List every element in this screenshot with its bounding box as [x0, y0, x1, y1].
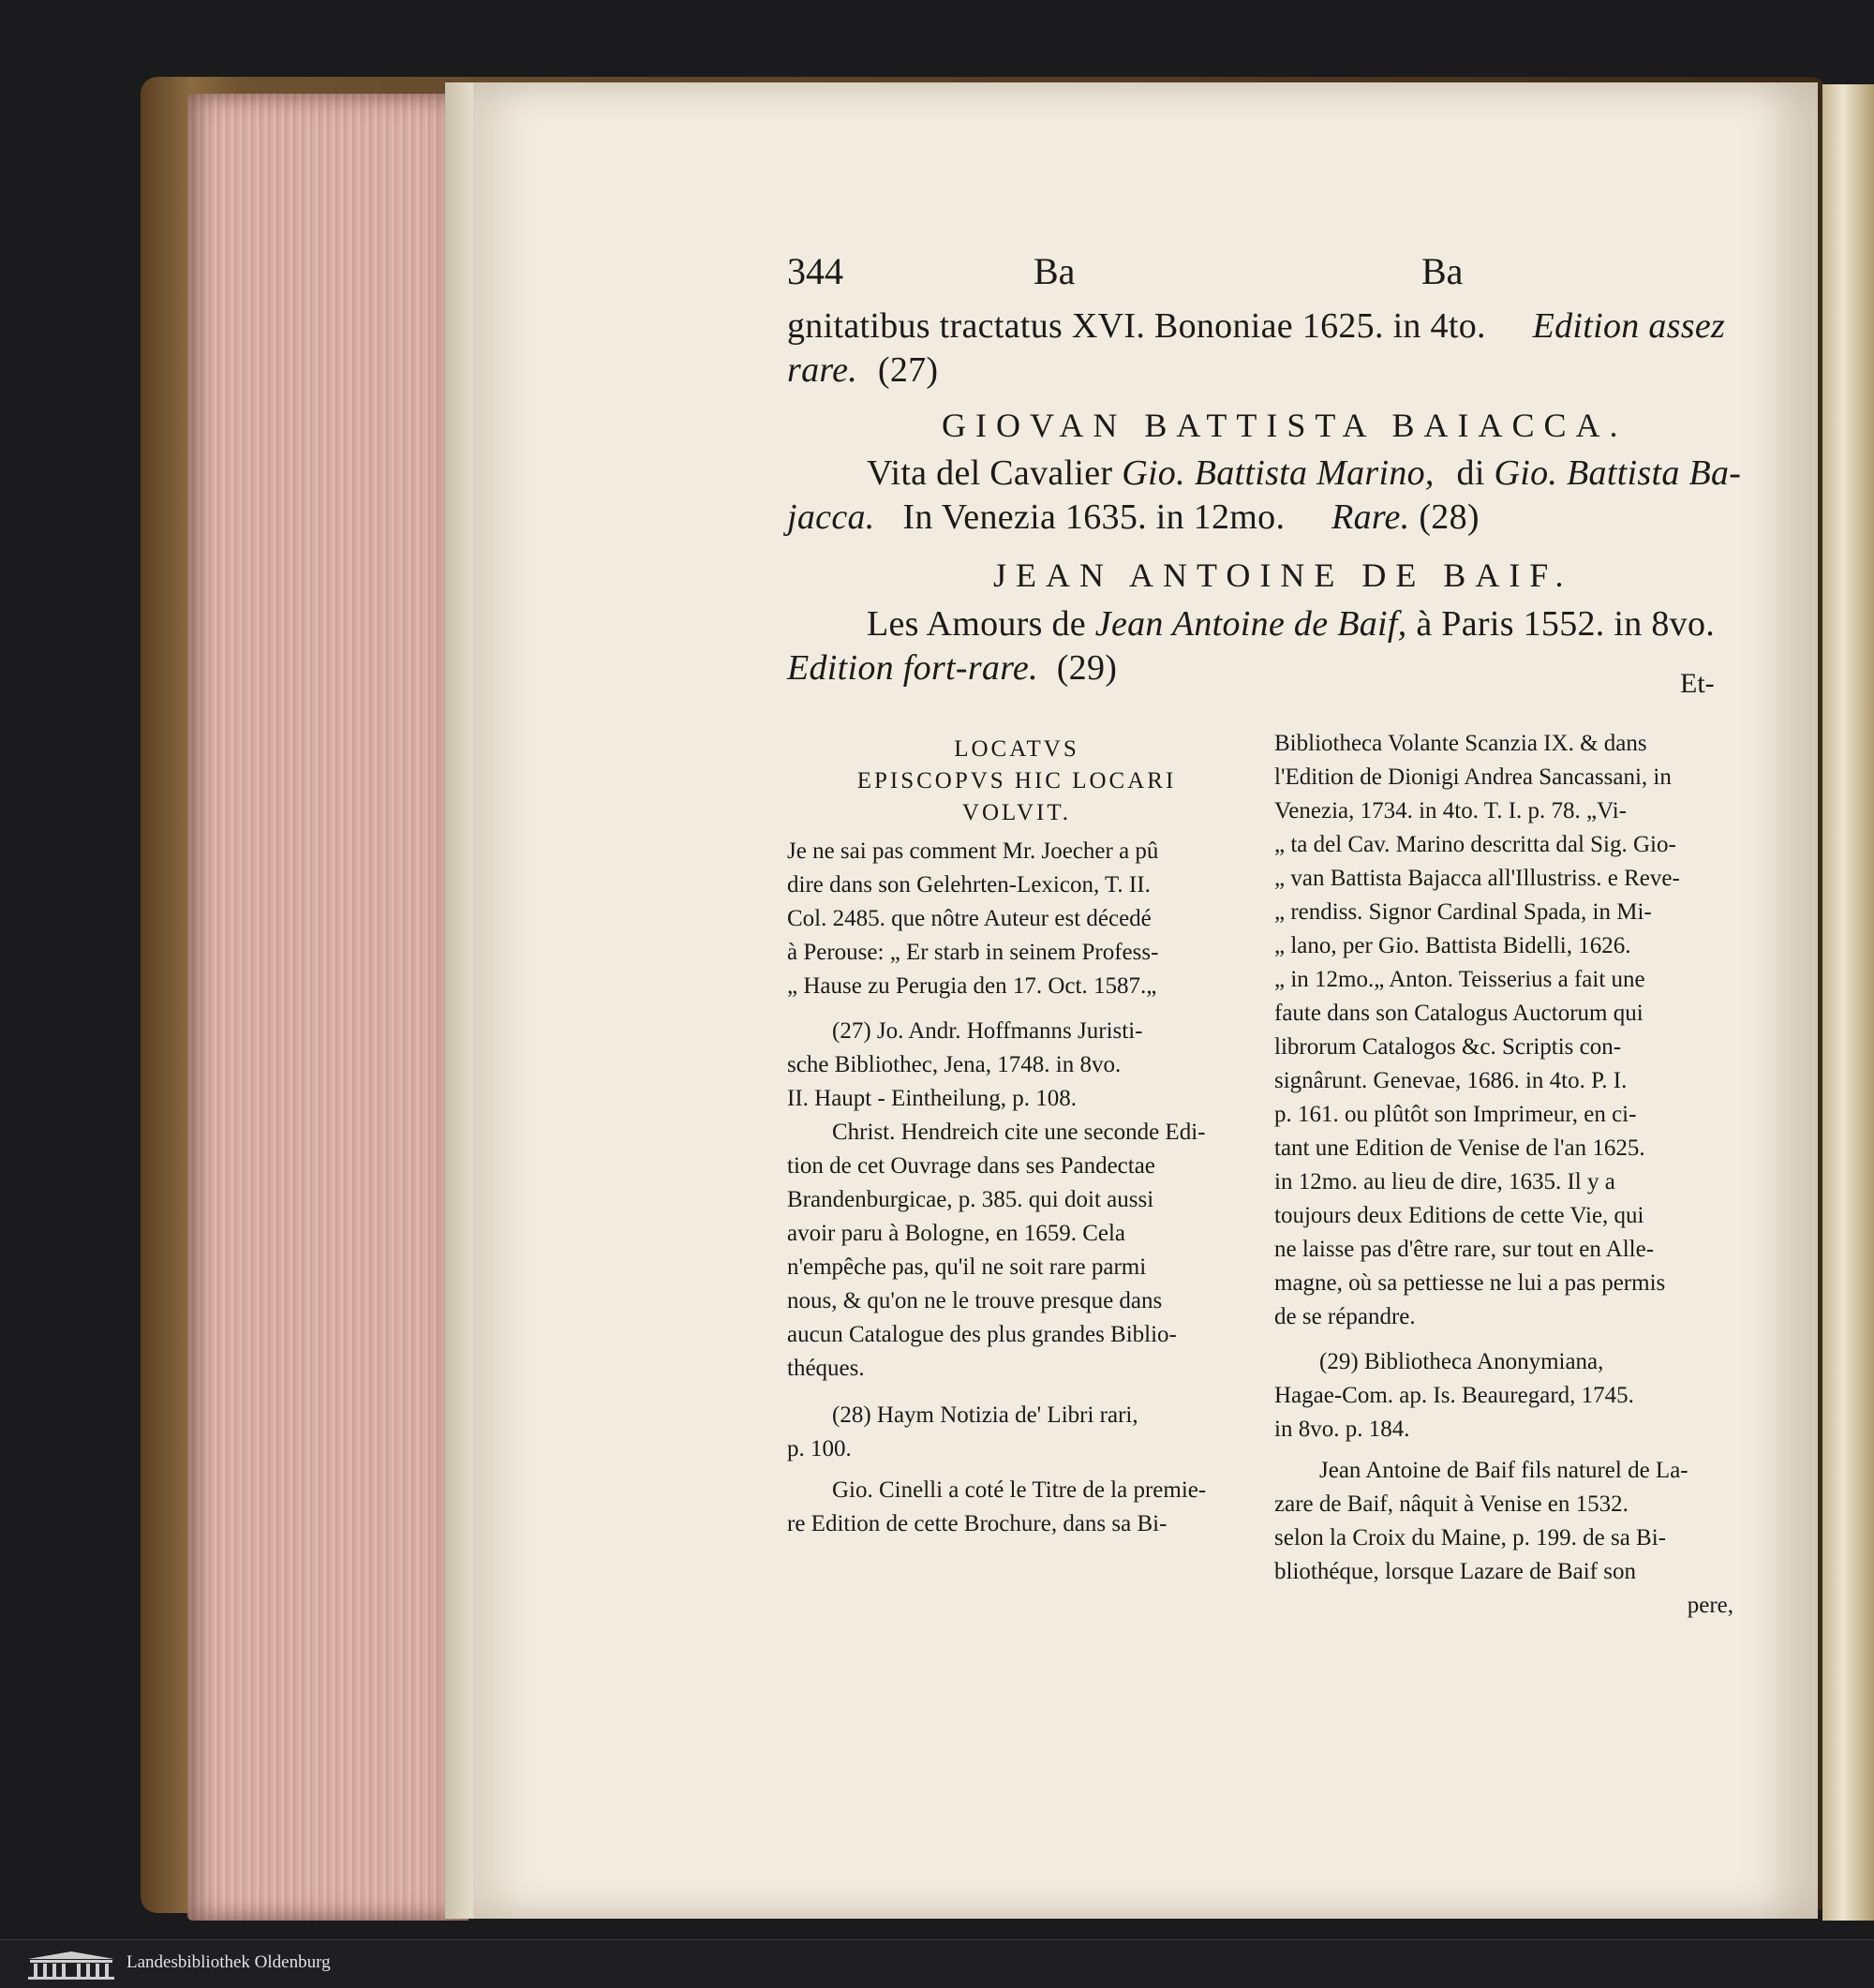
- main-line-1: gnitatibus tractatus XVI. Bononiae 1625. in 4to. Edition assez: [787, 306, 1726, 346]
- text-line: l'Edition de Dionigi Andrea Sancassani, in: [1274, 764, 1672, 790]
- library-building-icon: [28, 1951, 114, 1980]
- running-head-left: Ba: [1034, 250, 1076, 292]
- footnote-column-right: [1274, 727, 1733, 1623]
- text-line: Bibliotheca Volante Scanzia IX. & dans: [1274, 731, 1647, 756]
- footnote-29-line: Hagae-Com. ap. Is. Beauregard, 1745.: [1274, 1383, 1634, 1408]
- footnote-column-left: [787, 734, 1246, 1541]
- text-line: selon la Croix du Maine, p. 199. de sa Bi-: [1274, 1525, 1666, 1550]
- text-line: „ lano, per Gio. Battista Bidelli, 1626.: [1274, 933, 1631, 958]
- text-line: re Edition de cette Brochure, dans sa Bi-: [787, 1511, 1168, 1536]
- entry-baif-line-1: Les Amours de Jean Antoine de Baif, à Paris 1552. in 8vo.: [867, 604, 1716, 644]
- text-line: Venezia, 1734. in 4to. T. I. p. 78. „Vi-: [1274, 798, 1627, 823]
- text-line: de se répandre.: [1274, 1304, 1416, 1329]
- library-name[interactable]: Landesbibliothek Oldenburg: [126, 1952, 331, 1972]
- text-line: toujours deux Editions de cette Vie, qui: [1274, 1203, 1644, 1228]
- text-line: faute dans son Catalogus Auctorum qui: [1274, 1001, 1643, 1026]
- text-line: Gio. Cinelli a coté le Titre de la premie-: [832, 1477, 1207, 1503]
- catchword: Et-: [1680, 668, 1715, 699]
- entry-baif-line-2: Edition fort-rare. (29): [787, 648, 1118, 688]
- text-line: magne, où sa pettiesse ne lui a pas permis: [1274, 1270, 1666, 1296]
- text-line: tant une Edition de Venise de l'an 1625.: [1274, 1135, 1645, 1161]
- text-line: n'empêche pas, qu'il ne soit rare parmi: [787, 1254, 1147, 1280]
- page-block-edge: [187, 94, 468, 1921]
- text-line: Christ. Hendreich cite une seconde Edi-: [832, 1120, 1206, 1145]
- text-line: Col. 2485. que nôtre Auteur est décedé: [787, 906, 1152, 931]
- inscription-line: VOLVIT.: [961, 800, 1072, 825]
- text-line: zare de Baif, nâquit à Venise en 1532.: [1274, 1491, 1629, 1517]
- entry-baiacca-line-2: jacca. In Venezia 1635. in 12mo. Rare. (28): [787, 497, 1480, 537]
- text-line: ne laisse pas d'être rare, sur tout en Alle-: [1274, 1237, 1655, 1262]
- text-line: bliothéque, lorsque Lazare de Baif son: [1274, 1559, 1636, 1584]
- text-line: in 12mo. au lieu de dire, 1635. Il y a: [1274, 1169, 1615, 1194]
- text-line: dire dans son Gelehrten-Lexicon, T. II.: [787, 872, 1151, 898]
- footnote-29-line: (29) Bibliotheca Anonymiana,: [1319, 1349, 1604, 1374]
- text-line: „ rendiss. Signor Cardinal Spada, in Mi-: [1274, 899, 1652, 925]
- footnote-28-line: (28) Haym Notizia de' Libri rari,: [832, 1402, 1138, 1428]
- text-line: avoir paru à Bologne, en 1659. Cela: [787, 1221, 1126, 1246]
- text-line: p. 161. ou plûtôt son Imprimeur, en ci-: [1274, 1102, 1637, 1127]
- main-line-2: rare. (27): [787, 350, 939, 390]
- heading-baiacca: GIOVAN BATTISTA BAIACCA.: [942, 407, 1628, 444]
- text-line: „ in 12mo.„ Anton. Teisserius a fait une: [1274, 967, 1645, 992]
- text-line: nous, & qu'on ne le trouve presque dans: [787, 1288, 1163, 1313]
- book-page: [473, 82, 1818, 1919]
- text-line: Je ne sai pas comment Mr. Joecher a pû: [787, 838, 1159, 864]
- footer-bar: [0, 1939, 1874, 1988]
- text-line: aucun Catalogue des plus grandes Biblio-: [787, 1322, 1177, 1347]
- text-line: Brandenburgicae, p. 385. qui doit aussi: [787, 1187, 1154, 1212]
- text-line: librorum Catalogos &c. Scriptis con-: [1274, 1034, 1622, 1060]
- footnote-27-line: sche Bibliothec, Jena, 1748. in 8vo.: [787, 1052, 1122, 1077]
- text-line: à Perouse: „ Er starb in seinem Profess-: [787, 940, 1159, 965]
- text-line: Jean Antoine de Baif fils naturel de La-: [1319, 1458, 1688, 1483]
- inscription-line: LOCATVS: [954, 736, 1079, 762]
- heading-baif: JEAN ANTOINE DE BAIF.: [993, 556, 1573, 594]
- footnote-27-line: II. Haupt - Eintheilung, p. 108.: [787, 1086, 1077, 1111]
- text-line: pere,: [1687, 1593, 1733, 1618]
- inscription-line: EPISCOPVS HIC LOCARI: [856, 768, 1177, 794]
- running-head-right: Ba: [1421, 250, 1464, 292]
- text-line: signârunt. Genevae, 1686. in 4to. P. I.: [1274, 1068, 1628, 1093]
- footnote-28-line: p. 100.: [787, 1436, 852, 1461]
- text-line: „ Hause zu Perugia den 17. Oct. 1587.„: [787, 973, 1157, 999]
- page-number: 344: [787, 250, 843, 292]
- text-line: „ ta del Cav. Marino descritta dal Sig. Gio-: [1274, 832, 1676, 857]
- text-line: théques.: [787, 1356, 865, 1381]
- footnote-27-line: (27) Jo. Andr. Hoffmanns Juristi-: [832, 1018, 1143, 1044]
- facing-page-edge: [1822, 84, 1874, 1921]
- footnote-29-line: in 8vo. p. 184.: [1274, 1417, 1410, 1442]
- text-line: „ van Battista Bajacca all'Illustriss. e Reve-: [1274, 866, 1680, 891]
- entry-baiacca-line-1: Vita del Cavalier Gio. Battista Marino, di Gio. Battista Ba-: [867, 453, 1742, 493]
- text-line: tion de cet Ouvrage dans ses Pandectae: [787, 1153, 1155, 1179]
